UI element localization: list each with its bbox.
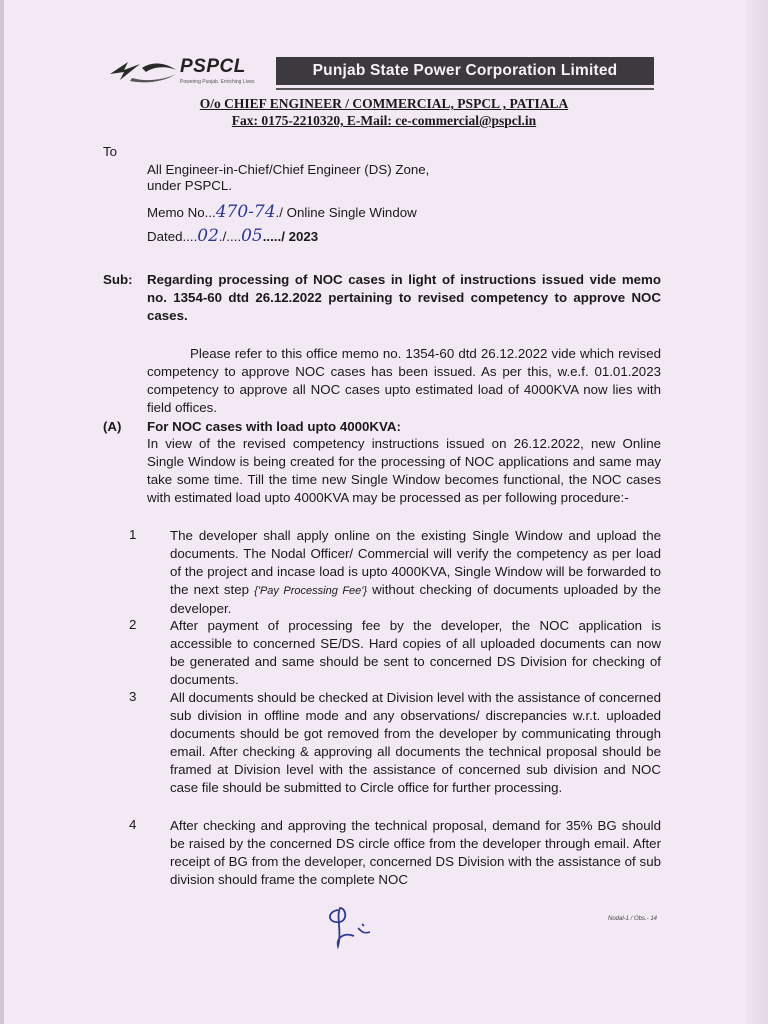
contact-line: Fax: 0175-2210320, E-Mail: ce-commercial@pspcl.in bbox=[231, 113, 537, 128]
memo-number-handwritten: 470-74 bbox=[215, 202, 276, 222]
step-2-number: 2 bbox=[129, 617, 137, 632]
signature-mark bbox=[318, 902, 388, 952]
to-label: To bbox=[103, 144, 118, 159]
step-4-number: 4 bbox=[129, 817, 137, 832]
address-line-1: All Engineer-in-Chief/Chief Engineer (DS) Zone, bbox=[147, 162, 430, 177]
memo-number-line bbox=[147, 203, 417, 222]
section-a-paragraph: In view of the revised competency instructions issued on 26.12.2022, new Online Single Window is being created for the processing of NOC applications and same may take some time. Till the time new Single Window becomes functional, the NOC cases with estimated load upto 4000KVA may be processed as per following procedure:- bbox=[147, 436, 661, 505]
step-3-text: All documents should be checked at Division level with the assistance of concerned sub division in offline mode and any observations/ discrepancies w.r.t. uploaded documents should be got removed from the developer by communicating through email. After checking & approving all documents the technical proposal should be framed at Division level with the assistance of concerned sub division and NOC case file should be submitted to Circle office for further processing. bbox=[170, 690, 661, 795]
scan-edge-left bbox=[0, 0, 4, 1024]
footer-note: Nodal-1 / Obs.- 14 bbox=[608, 916, 658, 922]
step-3-number: 3 bbox=[129, 689, 137, 704]
logo-wordmark: PSPCL bbox=[180, 56, 246, 77]
step-4-text: After checking and approving the technical proposal, demand for 35% BG should be raised by the concerned DS circle office from the developer through email. After receipt of BG from the developer, concerned DS Division with the assistance of sub division should frame the complete NOC bbox=[170, 818, 661, 887]
date-month-handwritten: 05 bbox=[241, 226, 263, 246]
date-mid: ./.... bbox=[218, 229, 242, 244]
memo-suffix: ./ Online Single Window bbox=[275, 205, 417, 220]
date-day-handwritten: 02 bbox=[197, 226, 219, 246]
intro-paragraph: Please refer to this office memo no. 1354-60 dtd 26.12.2022 vide which revised competency to approve NOC cases has been issued. As per this, w.e.f. 01.01.2023 competency to approve all NOC cases upto estimated load of 4000KVA now lies with field offices. bbox=[147, 346, 661, 415]
step-1-number: 1 bbox=[129, 527, 137, 542]
scan-edge-right bbox=[746, 0, 768, 1024]
section-a-heading: For NOC cases with load upto 4000KVA: bbox=[147, 419, 401, 434]
memo-date-line bbox=[147, 227, 318, 246]
section-a-label: (A) bbox=[103, 419, 122, 434]
address-line-2: under PSPCL. bbox=[147, 178, 233, 193]
subject-text: Regarding processing of NOC cases in light of instructions issued vide memo no. 1354-60 dtd 26.12.2022 pertaining to revised competency to approve NOC cases. bbox=[147, 272, 661, 323]
org-name-banner: Punjab State Power Corporation Limited bbox=[276, 57, 654, 85]
date-prefix: Dated.... bbox=[147, 229, 198, 244]
step-1-text-after: without checking of documents uploaded by the developer. bbox=[170, 582, 661, 616]
date-year: ...../ 2023 bbox=[262, 229, 319, 244]
step-1-italic: {'Pay Processing Fee'} bbox=[254, 585, 368, 597]
subject-label: Sub: bbox=[103, 272, 133, 287]
letterhead-rule bbox=[276, 88, 654, 90]
step-1-text bbox=[170, 527, 661, 618]
logo-tagline: Powering Punjab. Enriching Lives bbox=[180, 79, 255, 85]
step-2-text: After payment of processing fee by the developer, the NOC application is accessible to concerned SE/DS. Hard copies of all uploaded documents can now be generated and same should be sent to concerned DS Division for checking of documents. bbox=[170, 618, 661, 687]
step-1-text-before: The developer shall apply online on the existing Single Window and upload the documents. The Nodal Officer/ Commercial will verify the competency as per load of the project and incase load is upto 4000KVA, Single Window will be forwarded to the next step bbox=[170, 528, 661, 597]
memo-prefix: Memo No... bbox=[147, 205, 216, 220]
office-line: O/o CHIEF ENGINEER / COMMERCIAL, PSPCL , PATIALA bbox=[199, 96, 569, 111]
